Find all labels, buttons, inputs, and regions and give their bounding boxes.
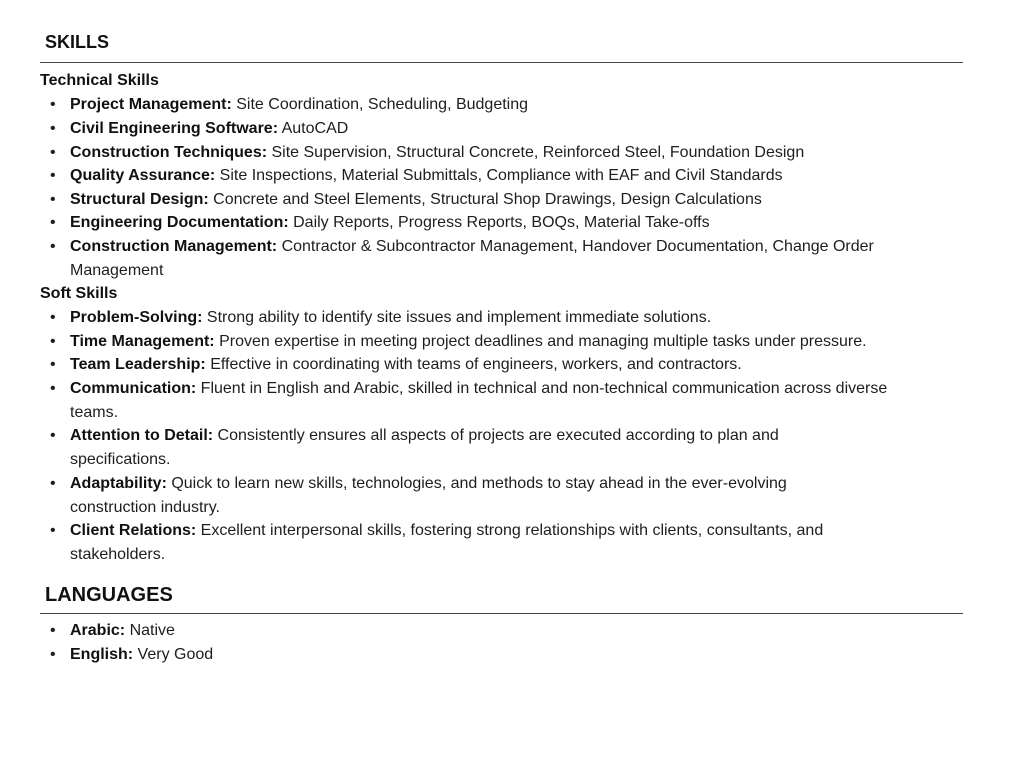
- item-label: English:: [70, 646, 134, 663]
- item-label: Construction Techniques:: [70, 144, 268, 161]
- item-label: Structural Design:: [70, 191, 209, 208]
- item-label: Problem-Solving:: [70, 309, 203, 326]
- languages-section-title: LANGUAGES: [45, 584, 173, 606]
- item-text: Concrete and Steel Elements, Structural Shop Drawings, Design Calculations: [208, 191, 762, 208]
- list-item: [70, 330, 950, 354]
- bullet-dot: •: [50, 191, 56, 208]
- bullet-dot: •: [50, 427, 56, 444]
- bullet-dot: •: [50, 120, 56, 137]
- item-label: Attention to Detail:: [70, 427, 214, 444]
- bullet-dot: •: [50, 475, 56, 492]
- item-text: Very Good: [133, 646, 214, 663]
- item-label: Civil Engineering Software:: [70, 120, 279, 137]
- bullet-dot: •: [50, 96, 56, 113]
- list-item: [70, 353, 945, 377]
- bullet-dot: •: [50, 646, 56, 663]
- item-text: AutoCAD: [278, 120, 349, 137]
- bullet-dot: •: [50, 522, 56, 539]
- skills-divider: [40, 62, 963, 63]
- bullet-dot: •: [50, 622, 56, 639]
- list-item: [70, 377, 910, 424]
- list-item: [70, 164, 945, 188]
- list-item: [70, 235, 910, 282]
- list-item: [70, 306, 945, 330]
- item-text: Site Supervision, Structural Concrete, Reinforced Steel, Foundation Design: [267, 144, 805, 161]
- soft-skills-heading: Soft Skills: [40, 285, 118, 302]
- bullet-dot: •: [50, 380, 56, 397]
- item-label: Arabic:: [70, 622, 126, 639]
- list-item: [70, 643, 945, 667]
- item-label: Client Relations:: [70, 522, 197, 539]
- item-label: Construction Management:: [70, 238, 278, 255]
- item-text: Native: [125, 622, 175, 639]
- item-text: Effective in coordinating with teams of engineers, workers, and contractors.: [205, 356, 742, 373]
- item-text: Site Inspections, Material Submittals, Compliance with EAF and Civil Standards: [215, 167, 783, 184]
- bullet-dot: •: [50, 167, 56, 184]
- list-item: [70, 93, 945, 117]
- item-label: Communication:: [70, 380, 197, 397]
- list-item: [70, 141, 945, 165]
- skills-section-title: SKILLS: [45, 32, 110, 52]
- item-label: Team Leadership:: [70, 356, 206, 373]
- item-text: Daily Reports, Progress Reports, BOQs, Material Take-offs: [288, 214, 710, 231]
- list-item: [70, 619, 945, 643]
- bullet-dot: •: [50, 144, 56, 161]
- item-text: Excellent interpersonal skills, fostering strong relationships with clients, consultants, and stakeholders.: [70, 522, 824, 563]
- item-label: Engineering Documentation:: [70, 214, 289, 231]
- list-item: [70, 211, 945, 235]
- bullet-dot: •: [50, 238, 56, 255]
- list-item: [70, 117, 945, 141]
- item-text: Contractor & Subcontractor Management, Handover Documentation, Change Order Management: [70, 238, 874, 279]
- list-item: [70, 472, 860, 519]
- bullet-dot: •: [50, 214, 56, 231]
- item-text: Fluent in English and Arabic, skilled in technical and non-technical communication across diverse teams.: [70, 380, 888, 421]
- item-text: Quick to learn new skills, technologies, and methods to stay ahead in the ever-evolving construction industry.: [70, 475, 787, 516]
- item-label: Project Management:: [70, 96, 232, 113]
- item-label: Quality Assurance:: [70, 167, 216, 184]
- list-item: [70, 519, 900, 566]
- item-label: Adaptability:: [70, 475, 167, 492]
- list-item: [70, 424, 860, 471]
- bullet-dot: •: [50, 333, 56, 350]
- item-text: Proven expertise in meeting project deadlines and managing multiple tasks under pressure.: [214, 333, 867, 350]
- item-text: Strong ability to identify site issues and implement immediate solutions.: [202, 309, 712, 326]
- languages-divider: [40, 613, 963, 614]
- technical-skills-heading: Technical Skills: [40, 72, 159, 89]
- item-text: Site Coordination, Scheduling, Budgeting: [231, 96, 529, 113]
- item-text: Consistently ensures all aspects of projects are executed according to plan and specifications.: [70, 427, 779, 468]
- bullet-dot: •: [50, 309, 56, 326]
- list-item: [70, 188, 945, 212]
- item-label: Time Management:: [70, 333, 215, 350]
- bullet-dot: •: [50, 356, 56, 373]
